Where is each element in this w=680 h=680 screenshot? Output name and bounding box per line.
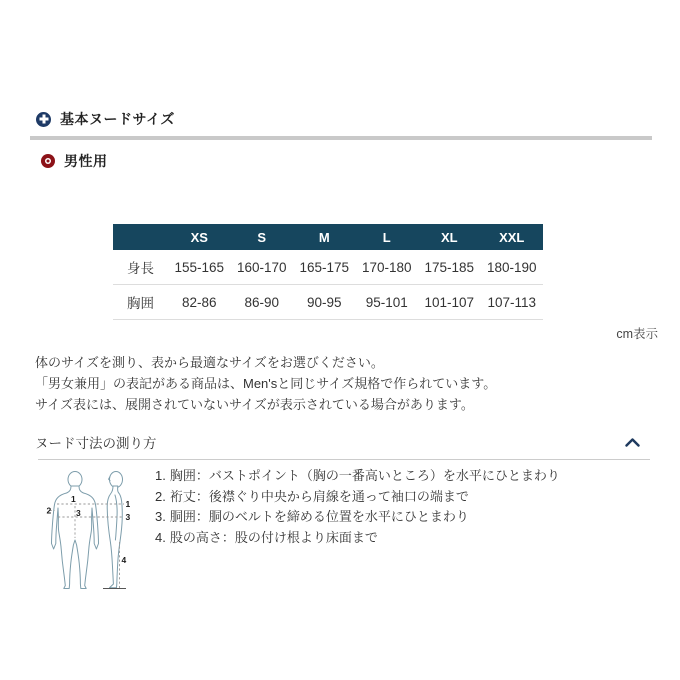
chest-cell: 86-90 <box>231 285 294 320</box>
figure-label-chest-front: 1 <box>71 494 76 504</box>
dot-circle-icon <box>41 154 55 168</box>
body-measurement-figure <box>45 467 145 597</box>
chevron-up-icon[interactable] <box>625 438 640 447</box>
figure-label-chest-side: 1 <box>125 499 131 509</box>
section-header-mens <box>41 151 108 171</box>
size-column-header: L <box>356 224 419 250</box>
list-item-text: 股の高さ：股の付け根より床面まで <box>169 529 378 545</box>
measure-instructions-list <box>155 466 560 548</box>
list-item-text: 裄丈：後襟ぐり中央から肩線を通って袖口の端まで <box>169 488 469 504</box>
size-column-header: S <box>231 224 294 250</box>
unit-note: cm表示 <box>616 327 658 341</box>
height-cell: 180-190 <box>481 250 544 285</box>
row-label-chest: 胸囲 <box>113 285 168 320</box>
chest-cell: 95-101 <box>356 285 419 320</box>
measure-accordion-header[interactable] <box>35 430 640 454</box>
height-cell: 155-165 <box>168 250 231 285</box>
chest-cell: 82-86 <box>168 285 231 320</box>
height-cell: 175-185 <box>418 250 481 285</box>
height-cell: 165-175 <box>293 250 356 285</box>
chest-cell: 107-113 <box>481 285 544 320</box>
figure-label-waist-front: 3 <box>76 508 81 518</box>
list-item <box>155 528 560 549</box>
silhouette-diagram <box>45 467 145 597</box>
list-item <box>155 466 560 487</box>
section-header-basic-nude-size <box>36 109 175 129</box>
mens-title: 男性用 <box>64 153 108 169</box>
figure-label-inseam: 4 <box>121 555 127 565</box>
section-divider <box>30 136 652 140</box>
size-column-header: XXL <box>481 224 544 250</box>
note-line: 体のサイズを測り、表から最適なサイズをお選びください。 <box>35 355 384 370</box>
list-item-number: 4. <box>155 529 166 545</box>
size-column-header: XL <box>418 224 481 250</box>
list-item <box>155 487 560 508</box>
list-item-number: 2. <box>155 488 166 504</box>
list-item <box>155 507 560 528</box>
measure-section-title: ヌード寸法の測り方 <box>35 436 157 451</box>
size-column-header: XS <box>168 224 231 250</box>
accordion-divider <box>38 459 650 460</box>
height-cell: 170-180 <box>356 250 419 285</box>
height-cell: 160-170 <box>231 250 294 285</box>
figure-label-sleeve: 2 <box>46 505 52 516</box>
plus-circle-icon[interactable] <box>36 112 51 127</box>
list-item-text: 胴囲：胴のベルトを締める位置を水平にひとまわり <box>169 509 469 524</box>
list-item-number: 1. <box>155 468 166 483</box>
table-row-height <box>113 250 543 285</box>
row-label-height: 身長 <box>113 250 168 285</box>
figure-label-waist-side: 3 <box>125 512 131 522</box>
section-title: 基本ヌードサイズ <box>60 111 175 127</box>
size-table-header-row <box>113 224 543 250</box>
mens-size-table <box>113 224 543 320</box>
chest-cell: 90-95 <box>293 285 356 320</box>
list-item-number: 3. <box>155 509 166 524</box>
list-item-text: 胸囲：バストポイント（胸の一番高いところ）を水平にひとまわり <box>169 468 560 483</box>
note-line: サイズ表には、展開されていないサイズが表示されている場合があります。 <box>35 397 474 412</box>
note-line: 「男女兼用」の表記がある商品は、Men'sと同じサイズ規格で作られています。 <box>35 376 497 391</box>
chest-cell: 101-107 <box>418 285 481 320</box>
size-column-header: M <box>293 224 356 250</box>
size-notes <box>35 352 496 415</box>
size-table-corner-cell <box>113 224 168 250</box>
table-row-chest <box>113 285 543 320</box>
